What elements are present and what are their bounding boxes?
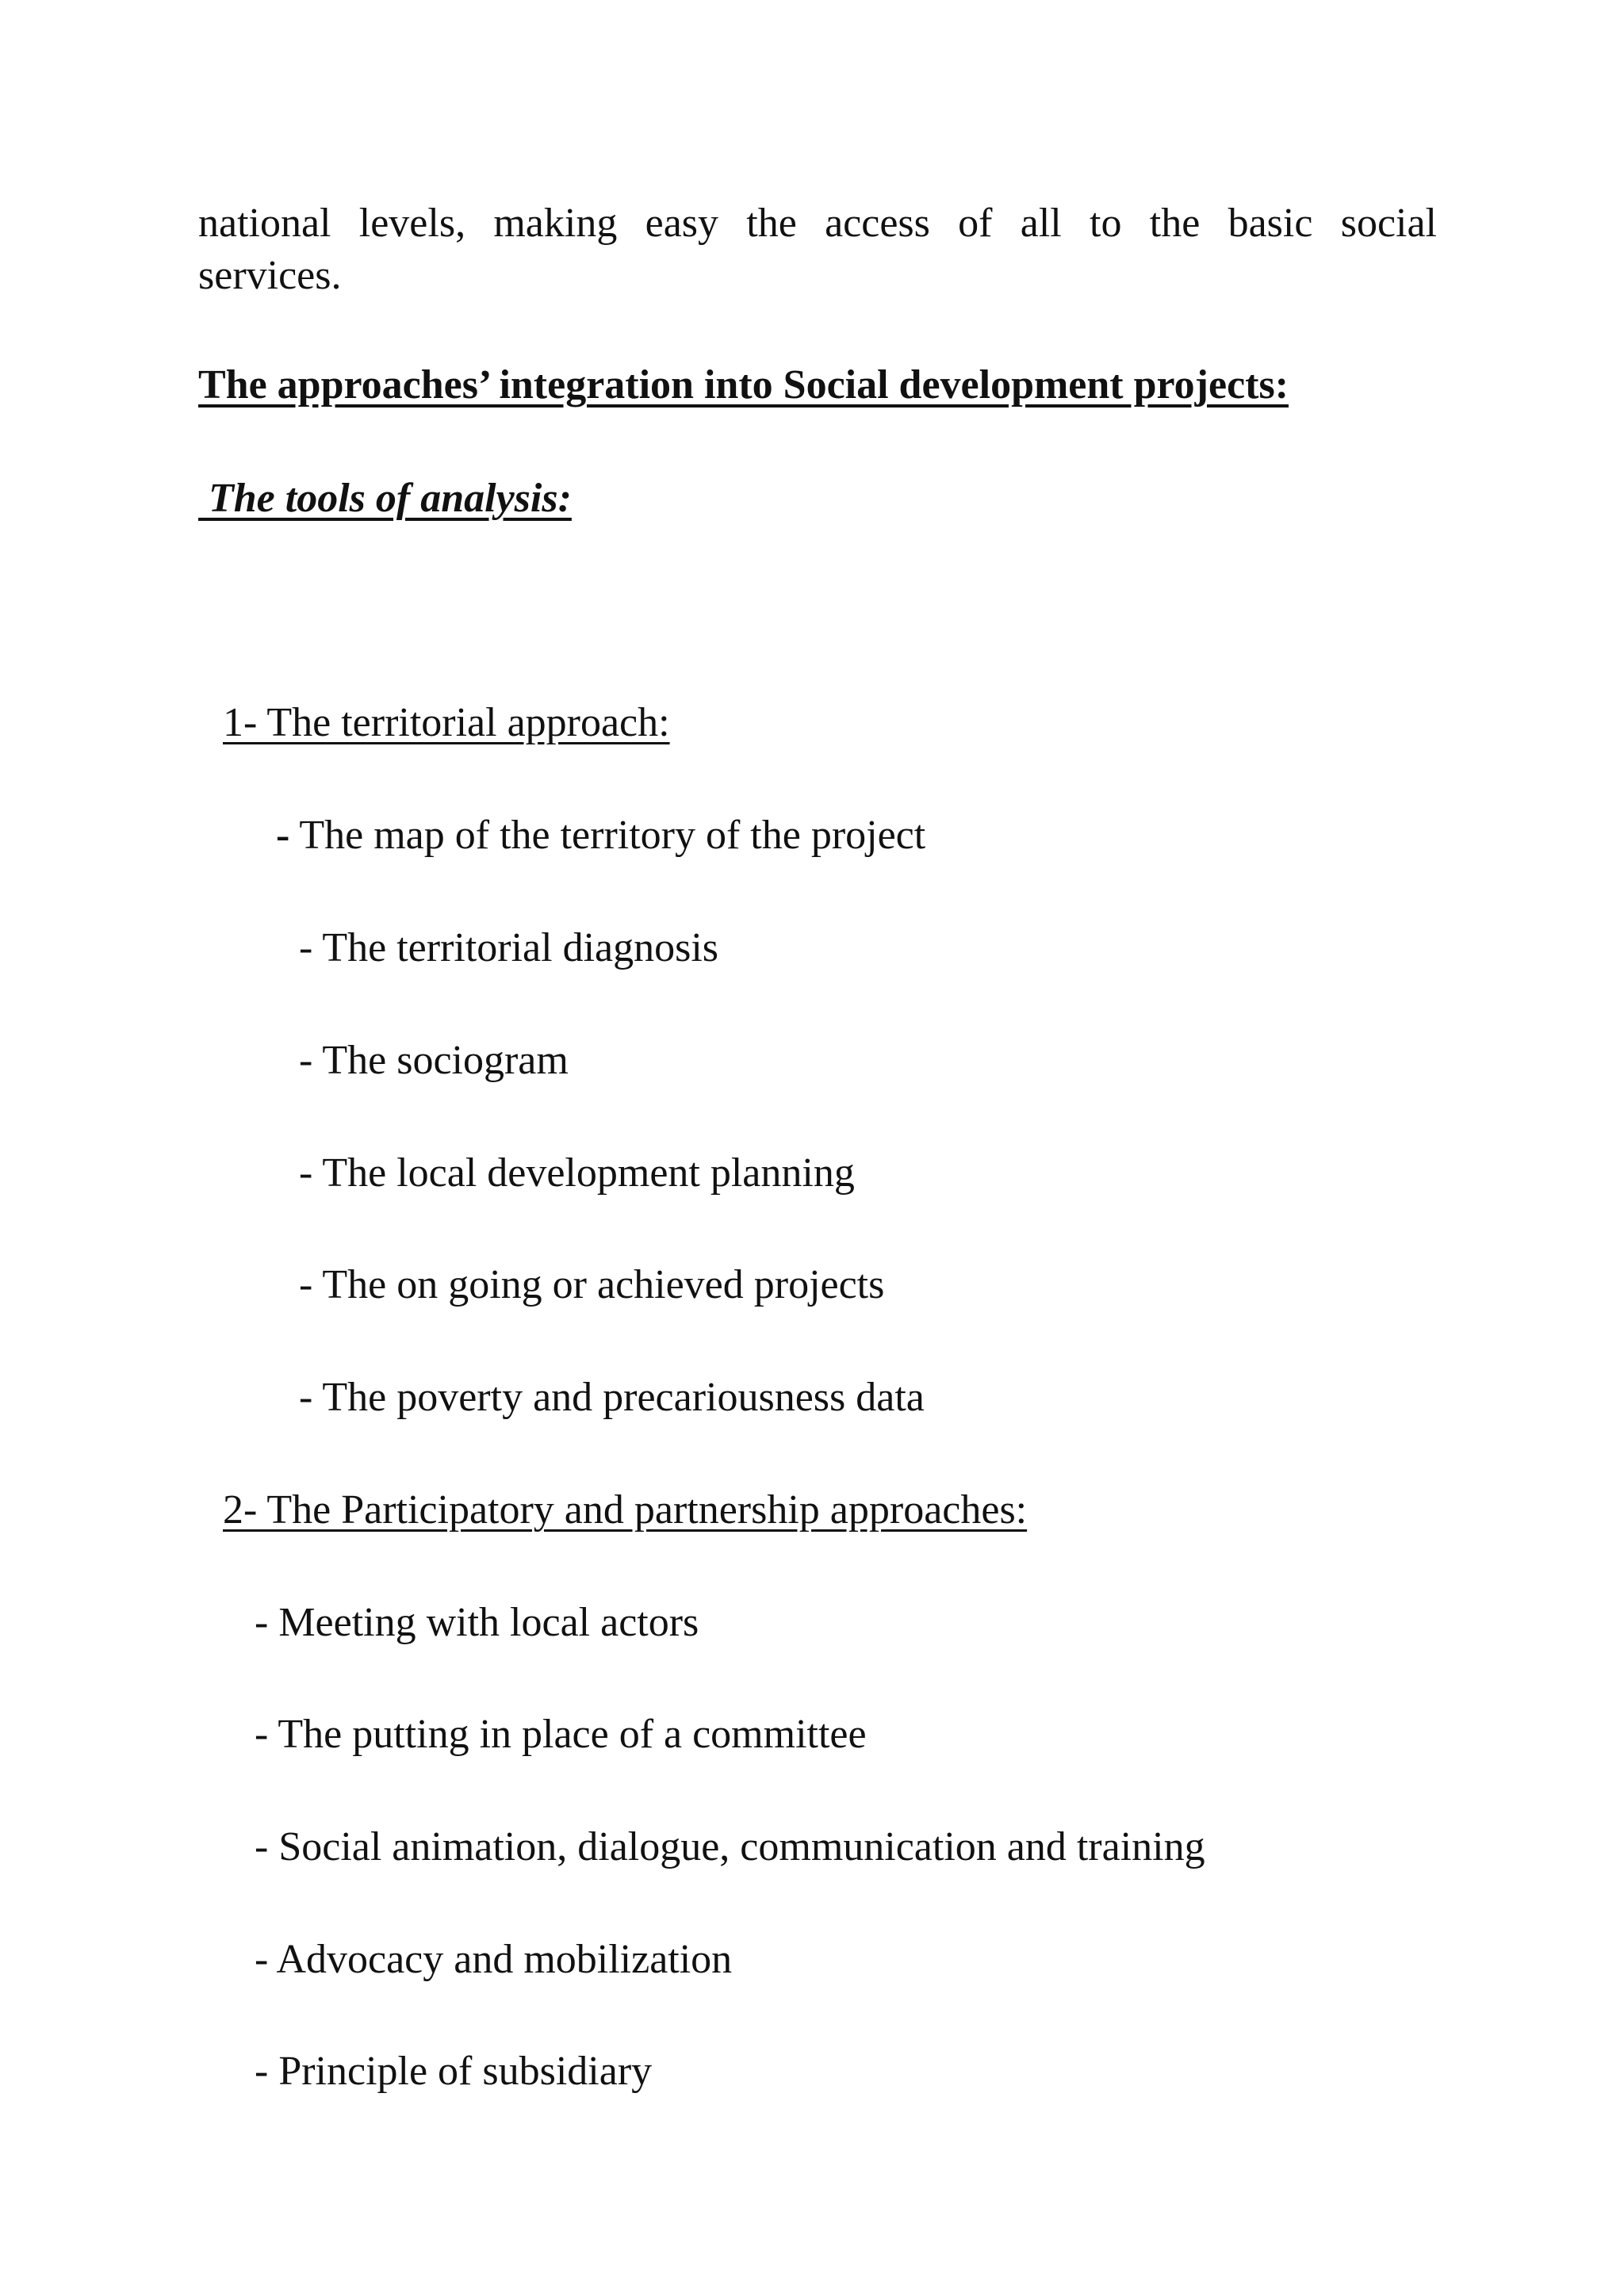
intro-line-1: national levels, making easy the access of all to the basic social bbox=[198, 201, 1437, 246]
section-heading: The approaches’ integration into Social development projects: bbox=[198, 362, 1289, 408]
section-2-item: - Meeting with local actors bbox=[255, 1600, 699, 1645]
section-2-item: - Social animation, dialogue, communication and training bbox=[255, 1824, 1205, 1869]
section-1-title: 1- The territorial approach: bbox=[223, 700, 670, 745]
item-dash: - bbox=[276, 813, 290, 858]
section-1-item: - The sociogram bbox=[299, 1038, 569, 1083]
intro-line-2: services. bbox=[198, 253, 342, 298]
section-1-item: - The on going or achieved projects bbox=[299, 1262, 885, 1307]
section-2-item: - Principle of subsidiary bbox=[255, 2049, 653, 2094]
section-2-item: - Advocacy and mobilization bbox=[255, 1937, 733, 1982]
section-2-item: - The putting in place of a committee bbox=[255, 1712, 867, 1757]
tools-subheading: The tools of analysis: bbox=[198, 476, 572, 521]
item-text: The map of the territory of the project bbox=[289, 813, 926, 858]
section-1-item: - The territorial diagnosis bbox=[299, 925, 719, 970]
section-1-item-map bbox=[276, 815, 925, 856]
section-1-item: - The poverty and precariousness data bbox=[299, 1375, 925, 1420]
section-1-item: - The local development planning bbox=[299, 1150, 855, 1196]
section-2-title: 2- The Participatory and partnership approaches: bbox=[223, 1487, 1028, 1533]
